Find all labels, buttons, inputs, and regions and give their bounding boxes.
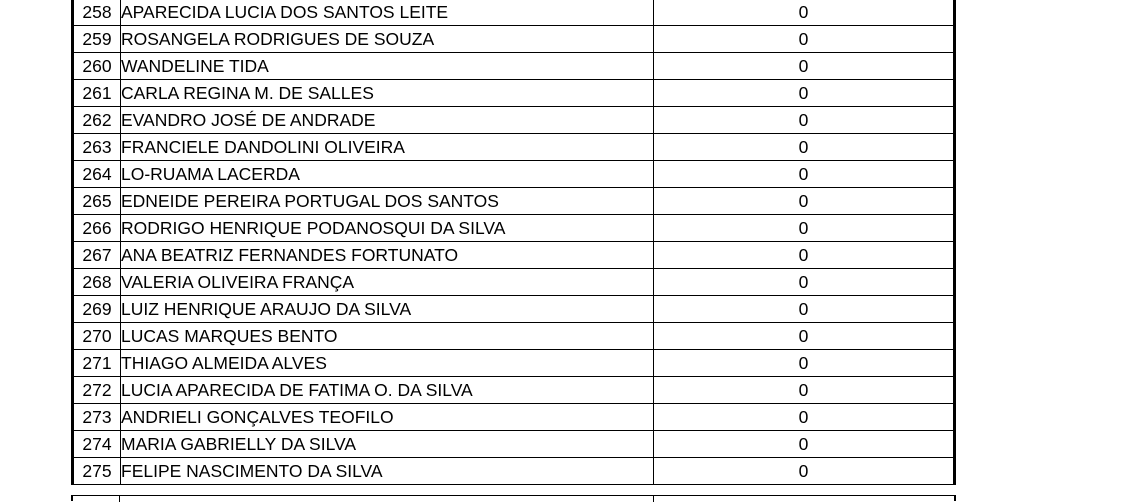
- row-number-cell: 274: [74, 431, 121, 458]
- candidate-name-cell: WANDELINE TIDA: [121, 53, 654, 80]
- table-row: [74, 53, 954, 80]
- score-cell: 0: [654, 107, 954, 134]
- score-cell: 0: [654, 323, 954, 350]
- table-row: [74, 404, 954, 431]
- row-number-cell: 261: [74, 80, 121, 107]
- row-number-cell: 273: [74, 404, 121, 431]
- next-row-edge: [71, 495, 956, 501]
- candidate-name-cell: FELIPE NASCIMENTO DA SILVA: [121, 458, 654, 485]
- candidate-name-cell: FRANCIELE DANDOLINI OLIVEIRA: [121, 134, 654, 161]
- score-cell: 0: [654, 431, 954, 458]
- score-cell: 0: [654, 296, 954, 323]
- table-row: [74, 269, 954, 296]
- table-row: [74, 0, 954, 26]
- score-cell: 0: [654, 134, 954, 161]
- row-number-cell: 260: [74, 53, 121, 80]
- score-cell: 0: [654, 458, 954, 485]
- score-cell: 0: [654, 161, 954, 188]
- row-number-cell: 268: [74, 269, 121, 296]
- score-cell: 0: [654, 377, 954, 404]
- results-table-container: [71, 0, 956, 485]
- candidate-name-cell: LUCIA APARECIDA DE FATIMA O. DA SILVA: [121, 377, 654, 404]
- table-row: [74, 458, 954, 485]
- table-row: [74, 431, 954, 458]
- row-number-cell: 258: [74, 0, 121, 26]
- candidate-name-cell: APARECIDA LUCIA DOS SANTOS LEITE: [121, 0, 654, 26]
- table-row: [74, 161, 954, 188]
- row-number-cell: 275: [74, 458, 121, 485]
- candidate-name-cell: RODRIGO HENRIQUE PODANOSQUI DA SILVA: [121, 215, 654, 242]
- table-row: [74, 215, 954, 242]
- candidate-name-cell: LO-RUAMA LACERDA: [121, 161, 654, 188]
- table-row: [74, 350, 954, 377]
- table-row: [74, 242, 954, 269]
- candidate-name-cell: THIAGO ALMEIDA ALVES: [121, 350, 654, 377]
- results-table: [73, 0, 954, 485]
- candidate-name-cell: ANDRIELI GONÇALVES TEOFILO: [121, 404, 654, 431]
- candidate-name-cell: MARIA GABRIELLY DA SILVA: [121, 431, 654, 458]
- score-cell: 0: [654, 0, 954, 26]
- candidate-name-cell: LUIZ HENRIQUE ARAUJO DA SILVA: [121, 296, 654, 323]
- row-number-cell: 272: [74, 377, 121, 404]
- table-row: [74, 188, 954, 215]
- candidate-name-cell: ROSANGELA RODRIGUES DE SOUZA: [121, 26, 654, 53]
- score-cell: 0: [654, 242, 954, 269]
- results-table-body: [74, 0, 954, 485]
- candidate-name-cell: ANA BEATRIZ FERNANDES FORTUNATO: [121, 242, 654, 269]
- row-number-cell: 271: [74, 350, 121, 377]
- column-divider: [653, 496, 654, 502]
- score-cell: 0: [654, 215, 954, 242]
- column-divider: [119, 496, 120, 502]
- candidate-name-cell: VALERIA OLIVEIRA FRANÇA: [121, 269, 654, 296]
- candidate-name-cell: CARLA REGINA M. DE SALLES: [121, 80, 654, 107]
- table-row: [74, 377, 954, 404]
- candidate-name-cell: EDNEIDE PEREIRA PORTUGAL DOS SANTOS: [121, 188, 654, 215]
- score-cell: 0: [654, 188, 954, 215]
- row-number-cell: 265: [74, 188, 121, 215]
- table-row: [74, 323, 954, 350]
- table-row: [74, 26, 954, 53]
- row-number-cell: 264: [74, 161, 121, 188]
- row-number-cell: 259: [74, 26, 121, 53]
- score-cell: 0: [654, 53, 954, 80]
- score-cell: 0: [654, 404, 954, 431]
- table-row: [74, 80, 954, 107]
- score-cell: 0: [654, 269, 954, 296]
- table-row: [74, 134, 954, 161]
- row-number-cell: 263: [74, 134, 121, 161]
- score-cell: 0: [654, 80, 954, 107]
- score-cell: 0: [654, 350, 954, 377]
- row-number-cell: 269: [74, 296, 121, 323]
- score-cell: 0: [654, 26, 954, 53]
- candidate-name-cell: LUCAS MARQUES BENTO: [121, 323, 654, 350]
- row-number-cell: 266: [74, 215, 121, 242]
- row-number-cell: 270: [74, 323, 121, 350]
- table-row: [74, 107, 954, 134]
- candidate-name-cell: EVANDRO JOSÉ DE ANDRADE: [121, 107, 654, 134]
- table-row: [74, 296, 954, 323]
- row-number-cell: 262: [74, 107, 121, 134]
- row-number-cell: 267: [74, 242, 121, 269]
